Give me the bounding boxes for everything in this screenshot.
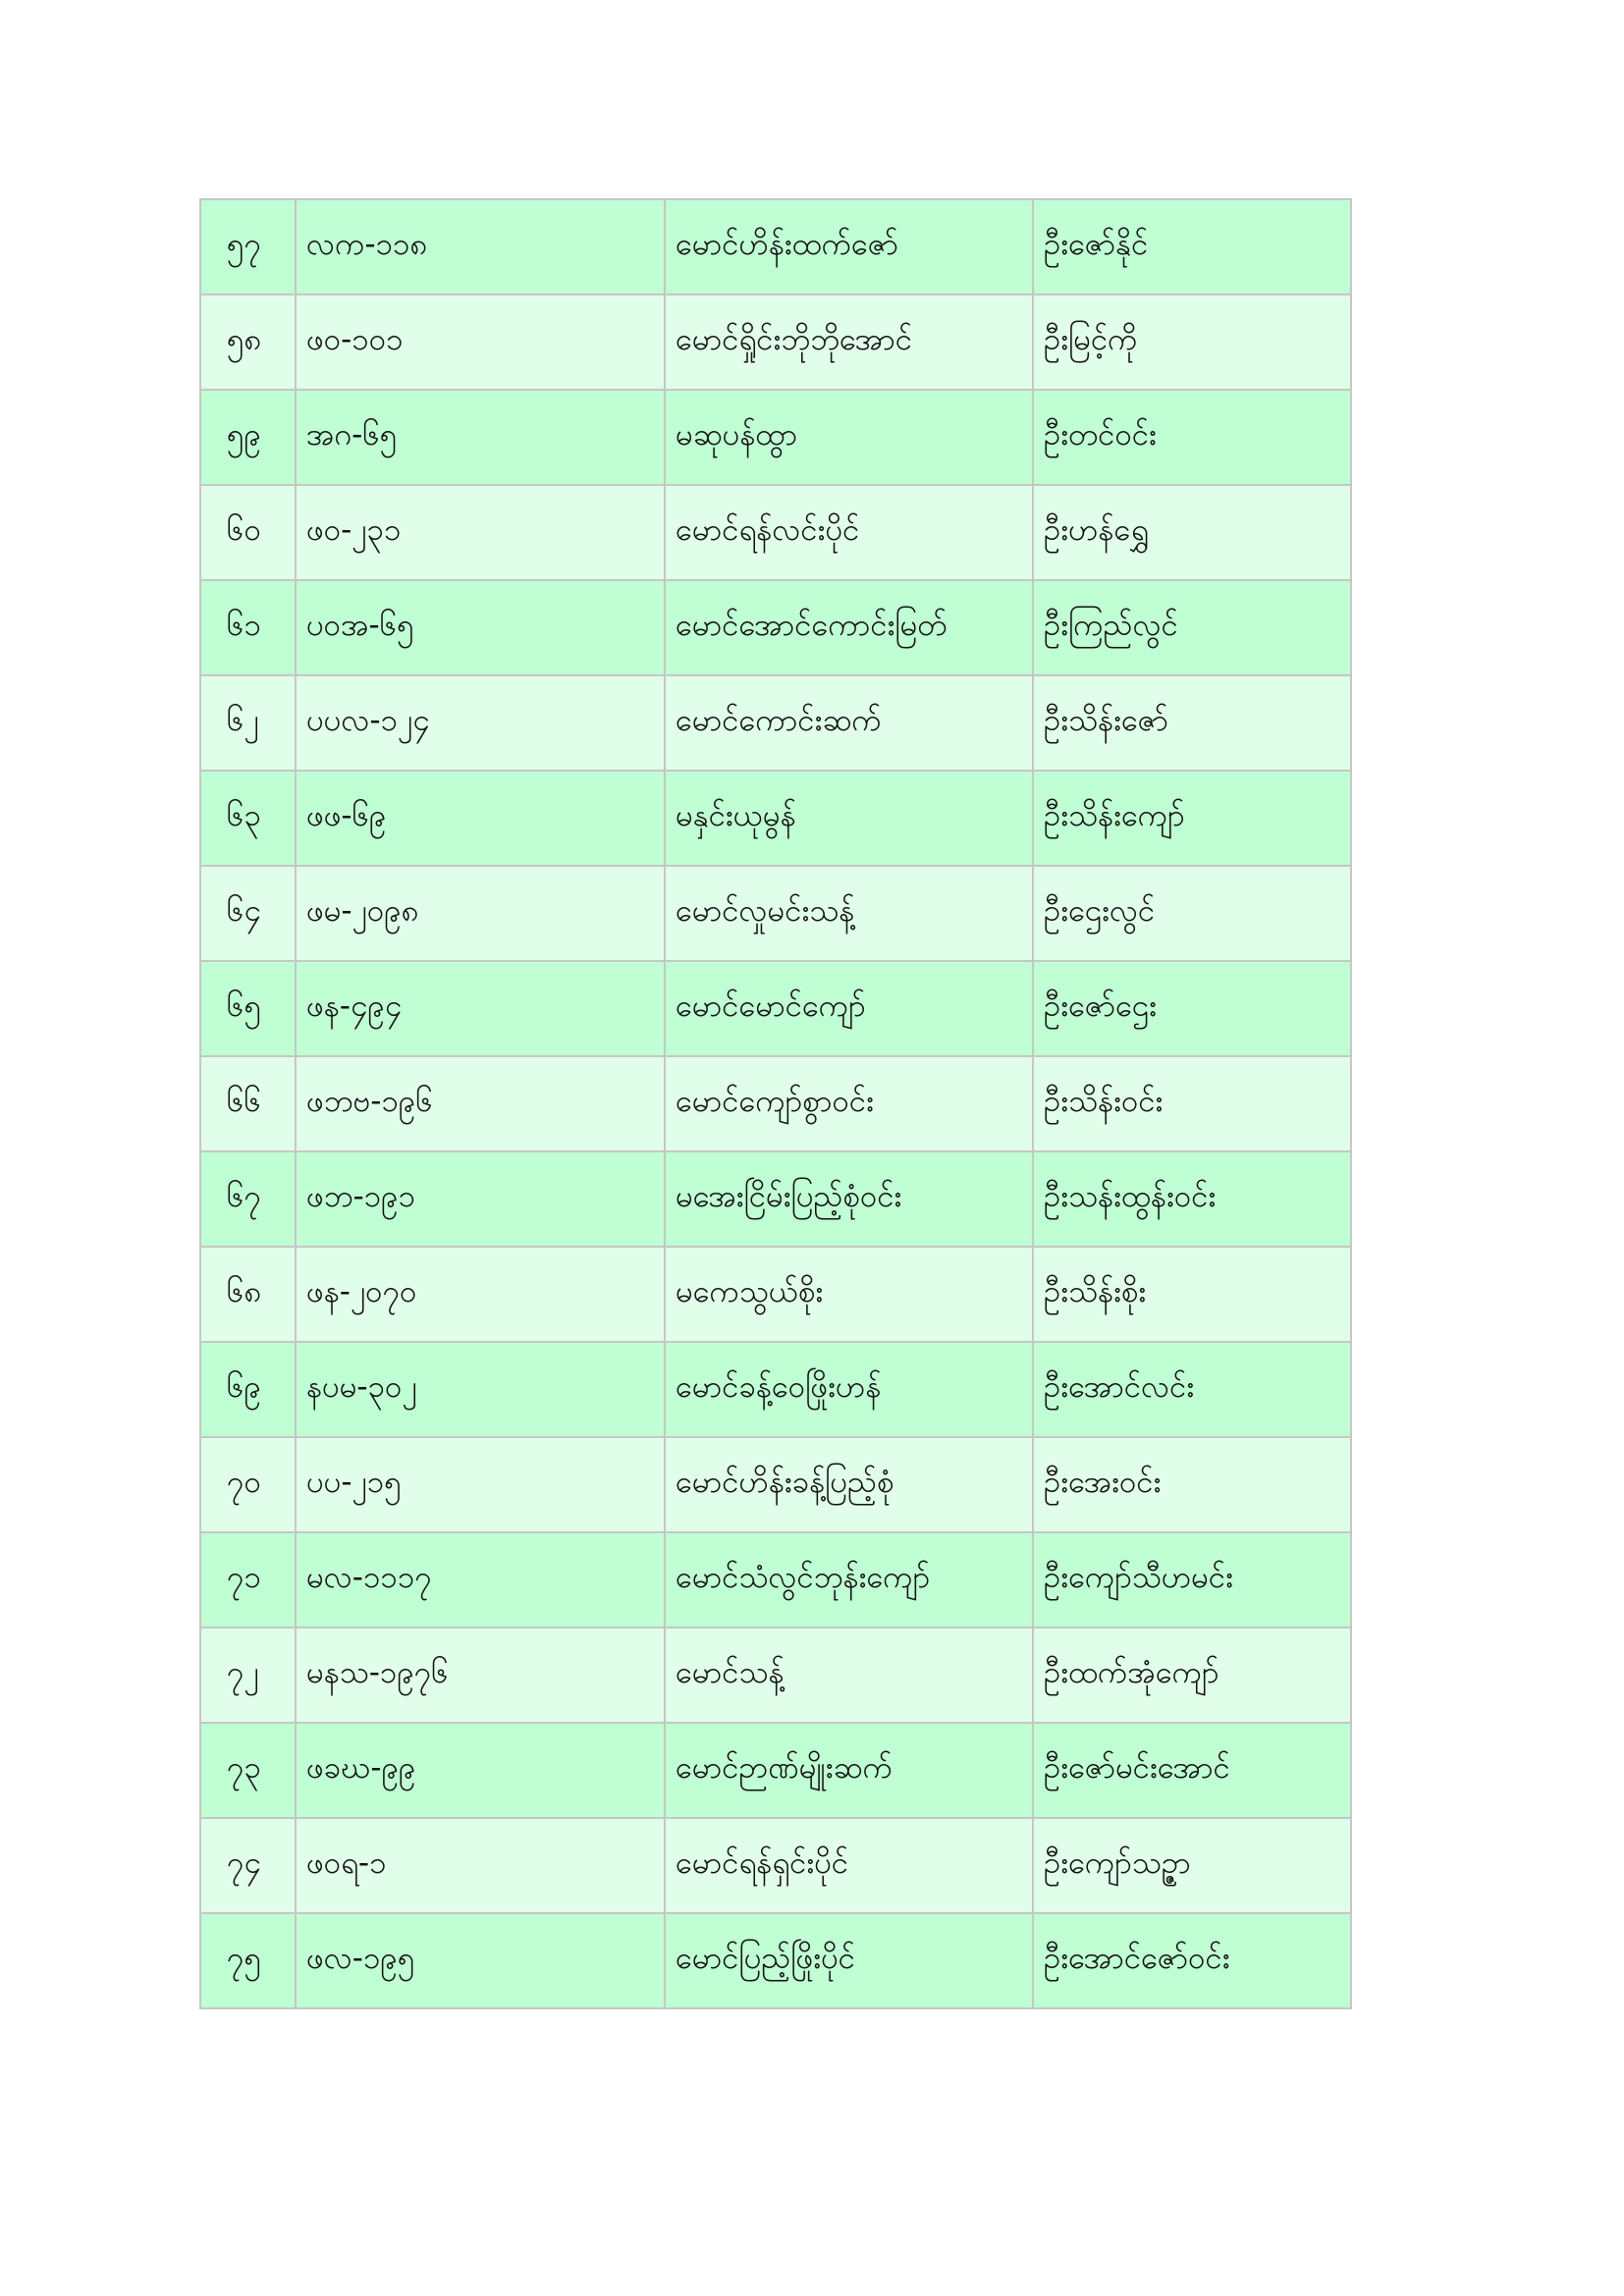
- id-code-cell: အဂ-၆၅: [296, 390, 665, 485]
- table-row: [200, 961, 1351, 1056]
- student-name-cell: မကေသွယ်စိုး: [665, 1247, 1033, 1342]
- father-name-cell: ဦးအေးဝင်း: [1033, 1437, 1351, 1532]
- id-code-cell: ဖဝ-၁၀၁: [296, 294, 665, 390]
- id-code-cell: ဖမ-၂၀၉၈: [296, 866, 665, 961]
- student-name-cell: မောင်ကျော်စွာဝင်း: [665, 1056, 1033, 1151]
- father-name-cell: ဦးဌေးလွင်: [1033, 866, 1351, 961]
- father-name-cell: ဦးမြင့်ကို: [1033, 294, 1351, 390]
- id-code-cell: ပပလ-၁၂၄: [296, 675, 665, 771]
- id-code-cell: ဖဖ-၆၉: [296, 771, 665, 866]
- row-number-cell: ၇၃: [200, 1723, 296, 1818]
- father-name-cell: ဦးသိန်းစိုး: [1033, 1247, 1351, 1342]
- student-name-cell: မောင်သံလွင်ဘုန်းကျော်: [665, 1532, 1033, 1628]
- table-row: [200, 1247, 1351, 1342]
- table-row: [200, 1342, 1351, 1437]
- id-code-cell: ဖန-၂၀၇၀: [296, 1247, 665, 1342]
- father-name-cell: ဦးအောင်လင်း: [1033, 1342, 1351, 1437]
- father-name-cell: ဦးသန်းထွန်းဝင်း: [1033, 1151, 1351, 1247]
- student-name-cell: မောင်ခန့်ဝေဖြိုးဟန်: [665, 1342, 1033, 1437]
- father-name-cell: ဦးကျော်သဉ္ဇာ: [1033, 1818, 1351, 1913]
- row-number-cell: ၆၅: [200, 961, 296, 1056]
- student-name-cell: မဆုပန်ထွာ: [665, 390, 1033, 485]
- student-name-cell: မနှင်းယုမွန်: [665, 771, 1033, 866]
- row-number-cell: ၇၁: [200, 1532, 296, 1628]
- row-number-cell: ၆၁: [200, 580, 296, 675]
- table-row: [200, 1056, 1351, 1151]
- id-code-cell: ပပ-၂၁၅: [296, 1437, 665, 1532]
- table-row: [200, 1723, 1351, 1818]
- father-name-cell: ဦးဇော်ဌေး: [1033, 961, 1351, 1056]
- table-row: [200, 1151, 1351, 1247]
- row-number-cell: ၆၀: [200, 485, 296, 580]
- student-name-cell: မောင်ဟိန်းခန့်ပြည့်စုံ: [665, 1437, 1033, 1532]
- father-name-cell: ဦးသိန်းဇော်: [1033, 675, 1351, 771]
- father-name-cell: ဦးအောင်ဇော်ဝင်း: [1033, 1913, 1351, 2008]
- table-row: [200, 771, 1351, 866]
- student-name-cell: မောင်ဉာဏ်မျိုးဆက်: [665, 1723, 1033, 1818]
- student-name-cell: မောင်ပြည့်ဖြိုးပိုင်: [665, 1913, 1033, 2008]
- table-row: [200, 1628, 1351, 1723]
- row-number-cell: ၆၄: [200, 866, 296, 961]
- id-code-cell: ဖလ-၁၉၅: [296, 1913, 665, 2008]
- roster-table-body: [200, 199, 1351, 2008]
- id-code-cell: လက-၁၁၈: [296, 199, 665, 294]
- father-name-cell: ဦးဇော်နိုင်: [1033, 199, 1351, 294]
- row-number-cell: ၆၃: [200, 771, 296, 866]
- table-row: [200, 580, 1351, 675]
- student-name-cell: မောင်အောင်ကောင်းမြတ်: [665, 580, 1033, 675]
- row-number-cell: ၇၂: [200, 1628, 296, 1723]
- id-code-cell: ပဝအ-၆၅: [296, 580, 665, 675]
- id-code-cell: ဖဝရ-၁: [296, 1818, 665, 1913]
- row-number-cell: ၇၄: [200, 1818, 296, 1913]
- row-number-cell: ၅၉: [200, 390, 296, 485]
- row-number-cell: ၇၀: [200, 1437, 296, 1532]
- table-row: [200, 485, 1351, 580]
- table-row: [200, 1818, 1351, 1913]
- row-number-cell: ၅၈: [200, 294, 296, 390]
- id-code-cell: ဖဘ-၁၉၁: [296, 1151, 665, 1247]
- student-name-cell: မောင်ကောင်းဆက်: [665, 675, 1033, 771]
- table-row: [200, 199, 1351, 294]
- student-name-cell: မောင်ရှိုင်းဘိုဘိုအောင်: [665, 294, 1033, 390]
- id-code-cell: မနသ-၁၉၇၆: [296, 1628, 665, 1723]
- table-row: [200, 866, 1351, 961]
- row-number-cell: ၆၆: [200, 1056, 296, 1151]
- id-code-cell: ဖဘဗ-၁၉၆: [296, 1056, 665, 1151]
- table-row: [200, 1437, 1351, 1532]
- id-code-cell: ဖဝ-၂၃၁: [296, 485, 665, 580]
- id-code-cell: မလ-၁၁၁၇: [296, 1532, 665, 1628]
- row-number-cell: ၅၇: [200, 199, 296, 294]
- table-row: [200, 1913, 1351, 2008]
- father-name-cell: ဦးဟန်ရွှေ: [1033, 485, 1351, 580]
- row-number-cell: ၆၂: [200, 675, 296, 771]
- row-number-cell: ၆၈: [200, 1247, 296, 1342]
- table-row: [200, 1532, 1351, 1628]
- student-name-cell: မောင်ရန်ရှင်းပိုင်: [665, 1818, 1033, 1913]
- id-code-cell: ဖန-၄၉၄: [296, 961, 665, 1056]
- student-name-cell: မအေးငြိမ်းပြည့်စုံဝင်း: [665, 1151, 1033, 1247]
- father-name-cell: ဦးကြည်လွင်: [1033, 580, 1351, 675]
- father-name-cell: ဦးကျော်သီဟမင်း: [1033, 1532, 1351, 1628]
- roster-table: [199, 198, 1352, 2009]
- student-name-cell: မောင်ဟိန်းထက်ဇော်: [665, 199, 1033, 294]
- student-name-cell: မောင်လှုမင်းသန့်: [665, 866, 1033, 961]
- father-name-cell: ဦးတင်ဝင်း: [1033, 390, 1351, 485]
- student-name-cell: မောင်ရန်လင်းပိုင်: [665, 485, 1033, 580]
- father-name-cell: ဦးသိန်းဝင်း: [1033, 1056, 1351, 1151]
- table-row: [200, 390, 1351, 485]
- father-name-cell: ဦးသိန်းကျော်: [1033, 771, 1351, 866]
- id-code-cell: နပမ-၃၀၂: [296, 1342, 665, 1437]
- student-name-cell: မောင်သန့်: [665, 1628, 1033, 1723]
- row-number-cell: ၇၅: [200, 1913, 296, 2008]
- table-row: [200, 675, 1351, 771]
- father-name-cell: ဦးထက်အုံကျော်: [1033, 1628, 1351, 1723]
- father-name-cell: ဦးဇော်မင်းအောင်: [1033, 1723, 1351, 1818]
- student-name-cell: မောင်မောင်ကျော်: [665, 961, 1033, 1056]
- row-number-cell: ၆၉: [200, 1342, 296, 1437]
- id-code-cell: ဖခဃ-၉၉: [296, 1723, 665, 1818]
- table-row: [200, 294, 1351, 390]
- row-number-cell: ၆၇: [200, 1151, 296, 1247]
